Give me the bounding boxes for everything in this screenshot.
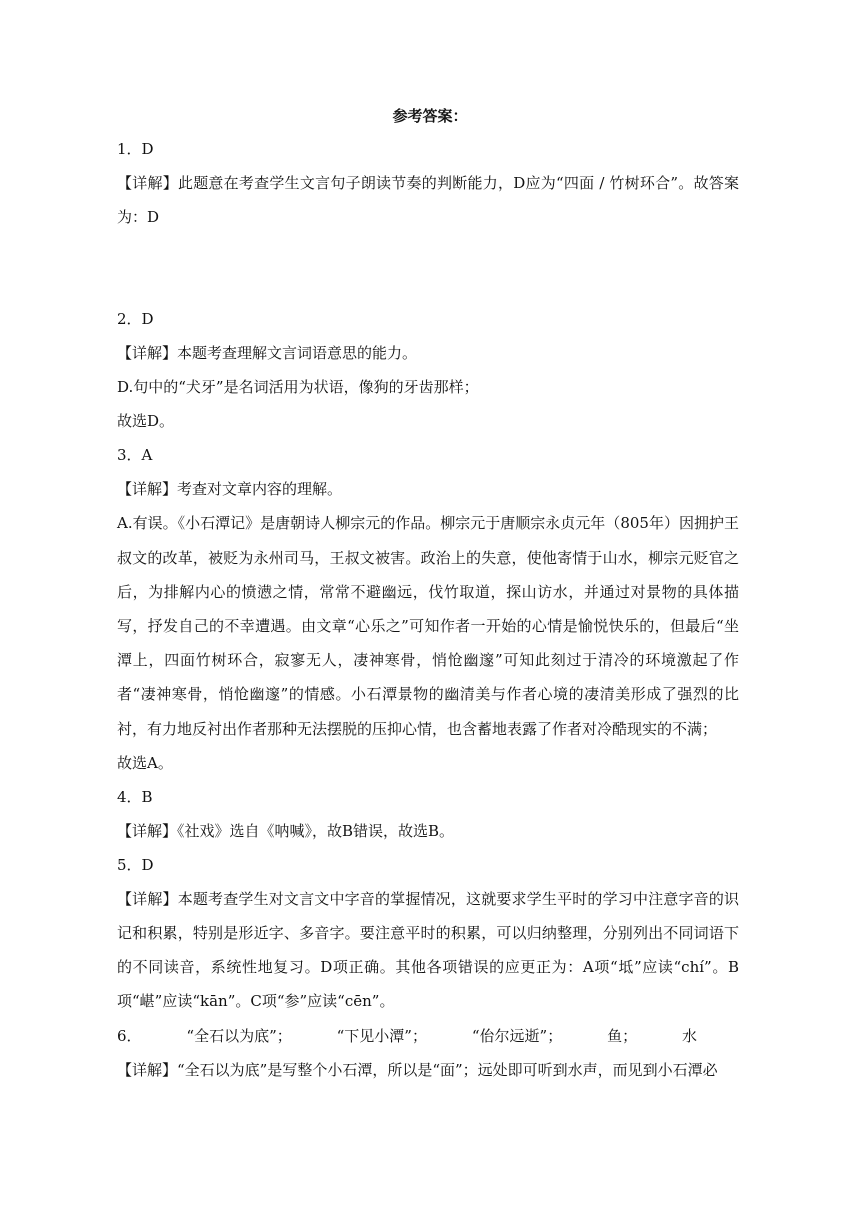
answer-6-item: “全石以为底”； <box>186 1026 292 1045</box>
answer-1-number: 1．D <box>117 140 154 158</box>
blank-gap <box>117 234 739 302</box>
answer-6-explanation: 【详解】“全石以为底”是写整个小石潭，所以是“面”；远处即可听到水声，而见到小石潭必 <box>117 1060 718 1079</box>
answer-3-detail: A.有误。《小石潭记》是唐朝诗人柳宗元的作品。柳宗元于唐顺宗永贞元年（805年）因拥护王叔文的改革，被贬为永州司马，王叔文被害。政治上的失意，使他寄情于山水，柳宗元贬官之后，为排解内心的愤懑之情，常常不避幽远，伐竹取道，探山访水，并通过对景物的具体描写，抒发自己的不幸遭遇。由文章“心乐之”可知作者一开始的心情是愉悦快乐的，但最后“坐潭上，四面竹树环合，寂寥无人，凄神寒骨，悄怆幽邃”可知此刻过于清冷的环境激起了作者“凄神寒骨，悄怆幽邃”的情感。小石潭景物的幽清美与作者心境的凄清美形成了强烈的比衬，有力地反衬出作者那种无法摆脱的压抑心情，也含蓄地表露了作者对冷酷现实的不满； <box>117 514 739 738</box>
answer-6-item: 鱼； <box>607 1026 638 1045</box>
answer-3-explanation: 【详解】考查对文章内容的理解。 <box>117 480 343 499</box>
answer-5-explanation: 【详解】本题考查学生对文言文中字音的掌握情况，这就要求学生平时的学习中注意字音的识记和积累，特别是形近字、多音字。要注意平时的积累，可以归纳整理，分别列出不同词语下的不同读音，系统性地复习。D项正确。其他各项错误的应更正为：A项“坻”应读“chí”。B项“嵁”应读“kān”。C项“参”应读“cēn”。 <box>117 889 739 1011</box>
answer-2-explanation: 【详解】本题考查理解文言词语意思的能力。 <box>117 344 418 363</box>
answer-6-item: “佁尔远逝”； <box>471 1026 563 1045</box>
answer-3-conclusion: 故选A。 <box>117 753 173 772</box>
answer-6-item: 水 <box>681 1026 697 1045</box>
answer-1-explanation: 【详解】此题意在考查学生文言句子朗读节奏的判断能力，D应为“四面 / 竹树环合”。故答案为：D <box>117 174 739 227</box>
answer-2-detail: D.句中的“犬牙”是名词活用为状语，像狗的牙齿那样； <box>117 378 479 397</box>
answer-5-number: 5．D <box>117 855 154 874</box>
answer-6-item: “下见小潭”； <box>336 1026 427 1045</box>
answer-3-number: 3．A <box>117 446 153 465</box>
answer-6-row <box>117 1019 739 1053</box>
answer-4-explanation: 【详解】《社戏》选自《呐喊》，故B错误，故选B。 <box>117 821 455 840</box>
page-title: 参考答案： <box>392 107 468 125</box>
answer-4-number: 4．B <box>117 787 153 806</box>
answer-content <box>117 132 739 1087</box>
answer-2-conclusion: 故选D。 <box>117 412 175 431</box>
answer-6-number: 6． <box>117 1026 142 1045</box>
answer-2-number: 2．D <box>117 310 154 329</box>
